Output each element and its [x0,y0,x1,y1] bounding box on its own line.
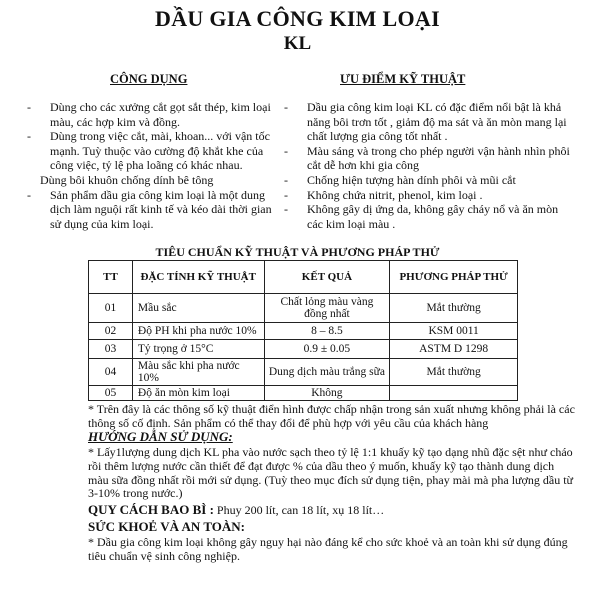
cell-tt: 05 [89,386,133,401]
cell-property: Độ ăn mòn kim loại [132,386,264,401]
cell-tt: 03 [89,340,133,359]
advantages-list [307,100,575,231]
uses-list [40,100,280,231]
packaging-line [88,503,576,518]
cell-result: Chất lỏng màu vàng đồng nhất [264,294,390,323]
uses-heading: CÔNG DỤNG [110,72,188,86]
spec-note: * Trên đây là các thông số kỹ thuật điển hình được chấp nhận trong sản xuất nhưng không phải là các thông số cố định. Sản phẩm có thể thay đổi để phù hợp với yêu cầu của khách hàng [88,402,575,430]
safety-heading: SỨC KHOẺ VÀ AN TOÀN: [88,519,245,534]
list-item: - Sản phẩm dầu gia công kim loại là một dung dịch làm nguội rất kinh tế và kéo dài thời gian sử dụng của kim loại. [50,188,280,232]
list-item: - Dùng cho các xưởng cắt gọt sắt thép, kim loại màu, các hợp kim và đồng. [50,100,280,129]
cell-property: Tỷ trọng ở 15°C [132,340,264,359]
advantages-heading: ƯU ĐIỂM KỸ THUẬT [340,72,466,86]
header-property: ĐẶC TÍNH KỸ THUẬT [132,261,264,294]
cell-tt: 01 [89,294,133,323]
cell-result: Dung dịch màu trắng sữa [264,359,390,386]
cell-method [390,386,518,401]
header-tt: TT [89,261,133,294]
spec-table-title: TIÊU CHUẨN KỸ THUẬT VÀ PHƯƠNG PHÁP THỬ [155,245,440,259]
packaging-text: Phuy 200 lít, can 18 lít, xụ 18 lít… [213,503,385,517]
cell-property: Độ PH khi pha nước 10% [132,323,264,340]
usage-heading: HƯỚNG DẪN SỬ DỤNG: [88,429,233,444]
cell-tt: 02 [89,323,133,340]
table-row [89,386,518,401]
table-row [89,359,518,386]
list-item: - Dùng trong việc cắt, mài, khoan... với vận tốc mạnh. Tuỳ thuộc vào cường độ khắt khe của công việc, tỷ lệ pha loãng có khác nhau. [50,129,280,173]
cell-method: Mắt thường [390,359,518,386]
document-subtitle: KL [283,33,312,54]
table-row [89,340,518,359]
table-header-row [89,261,518,294]
cell-property: Mầu sắc [132,294,264,323]
spec-table [88,260,518,401]
safety-text: * Dầu gia công kim loại không gây nguy hại nào đáng kể cho sức khoẻ và an toàn khi sử dụng đúng tiêu chuẩn vệ sinh công nghiệp. [88,535,568,563]
cell-tt: 04 [89,359,133,386]
list-item: - Chống hiện tượng hàn dính phôi và mũi cắt [307,173,575,188]
table-row [89,294,518,323]
packaging-heading: QUY CÁCH BAO BÌ : [88,502,214,517]
list-item: - Dầu gia công kim loại KL có đặc điểm nổi bật là khả năng bôi trơn tốt , giảm độ ma sát và ăn mòn mang lại chất lượng gia công tốt nhất . [307,100,575,144]
list-item: - Không gây dị ứng da, không gây cháy nổ và ăn mòn các kim loại màu . [307,202,575,231]
usage-text: * Lấy1lượng dung dịch KL pha vào nước sạch theo tỷ lệ 1:1 khuấy kỹ tạo dạng nhũ đặc sệt như cháo rồi thêm lượng nước cần thiết để đạt được % của dầu theo ý muốn, khuấy kỹ tạo thành dung dịch màu sữa đồng nhất rồi mới sử dụng. (Tuỳ theo mục đích sử dụng tiện, phay mài mà pha lượng dầu từ 3-10% trong nước.) [88,445,574,501]
cell-method: Mắt thường [390,294,518,323]
document-title: DẦU GIA CÔNG KIM LOẠI [155,6,440,31]
list-item: - Màu sáng và trong cho phép người vận hành nhìn phôi cắt dễ hơn khi gia công [307,144,575,173]
cell-method: KSM 0011 [390,323,518,340]
list-item: - Không chứa nitrit, phenol, kim loại . [307,188,575,203]
cell-result: 8 – 8.5 [264,323,390,340]
cell-result: 0.9 ± 0.05 [264,340,390,359]
cell-method: ASTM D 1298 [390,340,518,359]
header-method: PHƯƠNG PHÁP THỬ [390,261,518,294]
cell-result: Không [264,386,390,401]
cell-property: Màu sắc khi pha nước 10% [132,359,264,386]
table-row [89,323,518,340]
list-item: Dùng bôi khuôn chống dính bê tông [40,172,214,187]
header-result: KẾT QUẢ [264,261,390,294]
